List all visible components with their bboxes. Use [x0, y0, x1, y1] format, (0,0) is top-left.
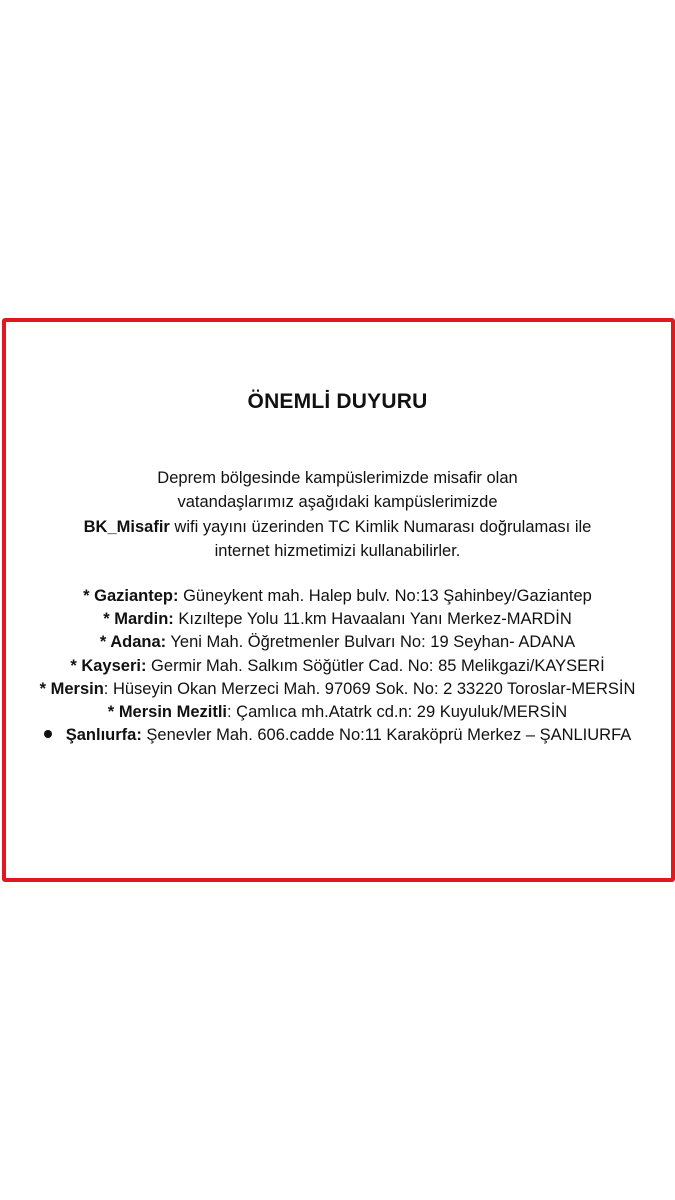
- campus-list: [6, 585, 669, 747]
- campus-city: Kayseri:: [81, 656, 147, 675]
- campus-item-mardin: [6, 608, 669, 631]
- asterisk-bullet: *: [39, 679, 51, 698]
- campus-address: Yeni Mah. Öğretmenler Bulvarı No: 19 Seyhan- ADANA: [166, 633, 576, 652]
- asterisk-bullet: *: [107, 703, 119, 722]
- intro-line-3: [10, 515, 665, 539]
- intro-line-2: vatandaşlarımız aşağıdaki kampüslerimizde: [177, 493, 498, 512]
- campus-item-gaziantep: [6, 585, 669, 608]
- intro-line-1: Deprem bölgesinde kampüslerimizde misafir olan: [157, 469, 518, 487]
- campus-item-kayseri: [6, 655, 669, 678]
- asterisk-bullet: *: [83, 587, 95, 605]
- campus-address: Kızıltepe Yolu 11.km Havaalanı Yanı Merkez-MARDİN: [173, 610, 572, 629]
- campus-city: Adana:: [110, 633, 167, 652]
- campus-city: Mardin:: [114, 610, 174, 629]
- bullet-dot-icon: [44, 730, 52, 738]
- notice-title: ÖNEMLİ DUYURU: [247, 390, 428, 413]
- campus-city: Gaziantep:: [94, 587, 179, 605]
- campus-item-sanliurfa: [6, 724, 669, 747]
- campus-address: Şenevler Mah. 606.cadde No:11 Karaköprü Merkez – ŞANLIURFA: [141, 726, 632, 745]
- asterisk-bullet: *: [99, 633, 111, 652]
- campus-city: Şanlıurfa:: [65, 726, 142, 745]
- campus-address: Germir Mah. Salkım Söğütler Cad. No: 85 Melikgazi/KAYSERİ: [146, 656, 605, 675]
- campus-item-mersin-mezitli: [6, 701, 669, 724]
- campus-address: Güneykent mah. Halep bulv. No:13 Şahinbey/Gaziantep: [178, 587, 592, 605]
- campus-item-mersin: [6, 678, 669, 701]
- intro-line-4: internet hizmetimizi kullanabilirler.: [214, 541, 461, 560]
- asterisk-bullet: *: [70, 656, 82, 675]
- asterisk-bullet: *: [103, 610, 115, 629]
- campus-city: Mersin: [50, 679, 104, 698]
- campus-item-adana: [6, 631, 669, 654]
- campus-address: : Çamlıca mh.Atatrk cd.n: 29 Kuyuluk/MERSİN: [227, 703, 568, 722]
- notice-intro: [10, 466, 665, 563]
- campus-address: : Hüseyin Okan Merzeci Mah. 97069 Sok. No: 2 33220 Toroslar-MERSİN: [103, 679, 636, 698]
- campus-city: Mersin Mezitli: [118, 703, 227, 722]
- network-name: BK_Misafir: [83, 517, 170, 536]
- intro-line-3-rest: wifi yayını üzerinden TC Kimlik Numarası doğrulaması ile: [169, 517, 592, 536]
